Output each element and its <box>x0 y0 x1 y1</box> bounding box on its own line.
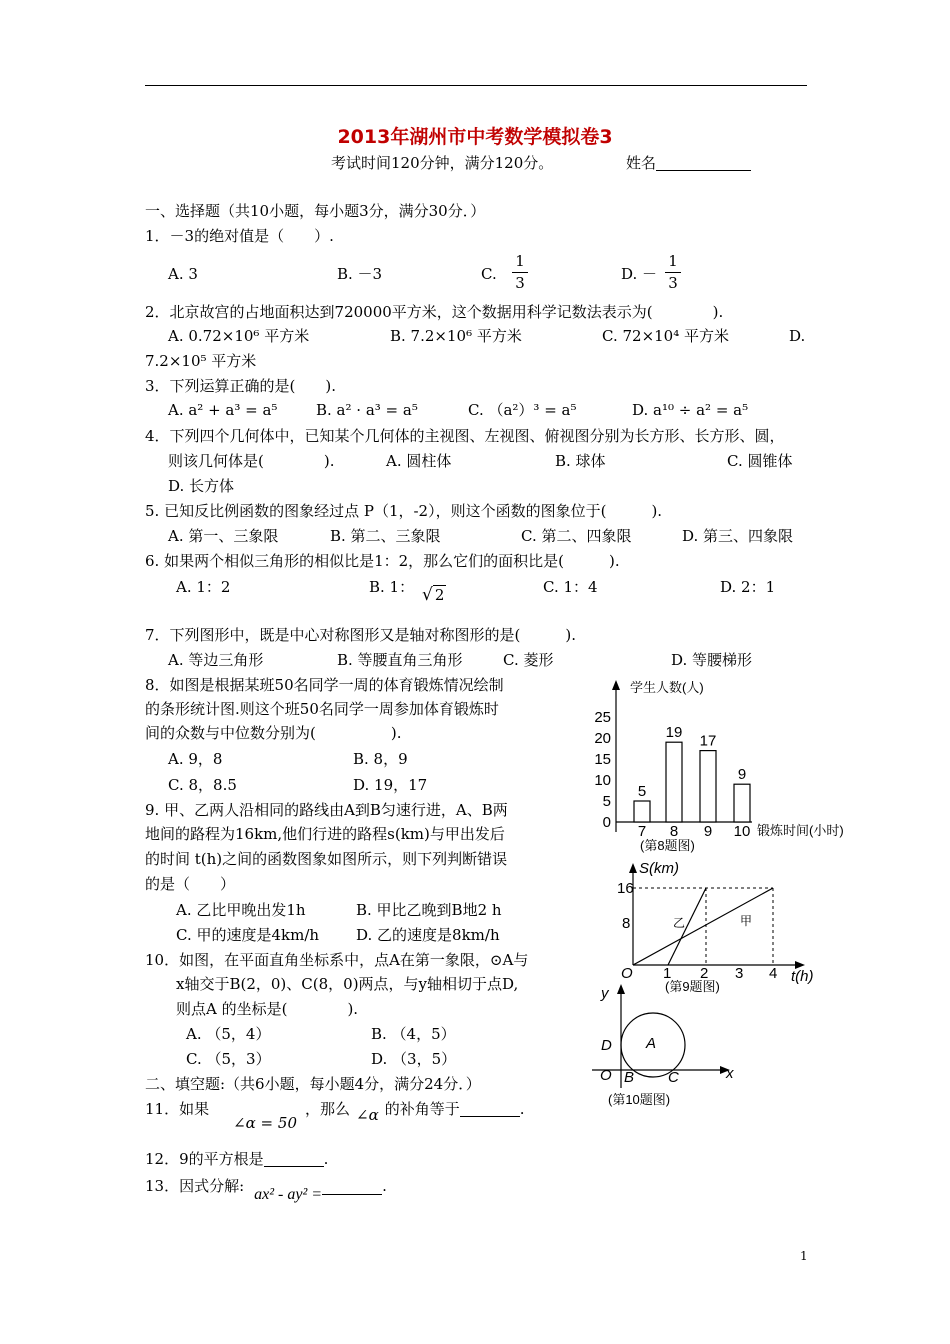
fig8-bar-value: 5 <box>637 783 647 800</box>
q11-post: 的补角等于 <box>384 1100 460 1118</box>
q2-option-b[interactable]: B. 7.2×10⁶ 平方米 <box>390 327 522 345</box>
fig8-bar-value: 17 <box>699 732 717 750</box>
q8-line1: 8．如图是根据某班50名同学一周的体育锻炼情况绘制 <box>145 676 504 694</box>
fig8-bar-value: 9 <box>737 766 747 784</box>
q13: 13．因式分解: ax² - ay² = . <box>145 1177 387 1203</box>
q11-pre: 11．如果 <box>145 1100 210 1118</box>
fig9-graph <box>605 855 825 1000</box>
frac-num: 1 <box>515 252 525 270</box>
fig9-ytick-8: 8 <box>622 915 631 932</box>
q11: 11．如果∠α = 50，那么 ∠α 的补角等于 . <box>145 1100 525 1132</box>
fig9-xtick-3: 3 <box>735 965 744 982</box>
fig9-caption: (第9题图) <box>665 979 720 994</box>
fig8-ylabel: 学生人数(人) <box>630 680 704 695</box>
q5-option-a[interactable]: A. 第一、三象限 <box>168 527 279 545</box>
q1-fraction-c <box>512 254 528 291</box>
q6-sqrt: √ 2 <box>422 585 445 605</box>
q5-option-b[interactable]: B. 第二、三象限 <box>330 527 441 545</box>
fig9-xlabel: t(h) <box>791 968 814 985</box>
fig8-ytick-label: 10 <box>594 772 611 789</box>
q5-stem: 5. 已知反比例函数的图象经过点 P（1，-2），则这个函数的图象位于( ). <box>145 502 663 520</box>
fig9-xtick-2: 2 <box>700 965 709 982</box>
fig8-bar-chart <box>580 672 880 857</box>
q6-stem: 6. 如果两个相似三角形的相似比是1：2，那么它们的面积比是( ). <box>145 552 620 570</box>
fig8-category-label: 7 <box>637 823 647 840</box>
name-blank[interactable] <box>656 157 751 171</box>
q10-line3: 则点A 的坐标是( ). <box>176 1000 359 1018</box>
sqrt-radicand: 2 <box>434 586 445 604</box>
fig10-point-b: B <box>624 1069 635 1086</box>
q6-option-d[interactable]: D. 2：1 <box>720 578 776 596</box>
q2-option-d[interactable]: D. <box>789 327 806 345</box>
page-title: 2013年湖州市中考数学模拟卷3 <box>337 126 613 148</box>
fig8-bar-value: 19 <box>665 724 683 742</box>
fig10-point-a: A <box>646 1035 657 1052</box>
fig8-bar <box>734 784 750 822</box>
q4-option-a[interactable]: A. 圆柱体 <box>386 452 452 470</box>
fig9-label-jia: 甲 <box>740 914 753 928</box>
q12-text: 12．9的平方根是 <box>145 1150 264 1168</box>
q9-option-b[interactable]: B. 甲比乙晚到B地2 h <box>356 901 502 919</box>
fig8-category-label: 8 <box>669 823 679 840</box>
fig8-ytick-label: 15 <box>594 751 611 768</box>
fig10-graph <box>590 980 750 1110</box>
q9-line1: 9. 甲、乙两人沿相同的路线由A到B匀速行进，A、B两 <box>145 801 508 819</box>
q9-option-d[interactable]: D. 乙的速度是8km/h <box>356 926 500 944</box>
q12: 12．9的平方根是 . <box>145 1150 329 1168</box>
fig8-bar <box>634 801 650 822</box>
q7-stem: 7．下列图形中，既是中心对称图形又是轴对称图形的是( ). <box>145 626 577 644</box>
fig8-ytick-label: 20 <box>594 730 611 747</box>
fig10-point-c: C <box>668 1069 679 1086</box>
fig8-ytick-label: 5 <box>602 793 611 810</box>
q7-option-d[interactable]: D. 等腰梯形 <box>671 651 753 669</box>
q10-option-b[interactable]: B. （4，5） <box>371 1025 456 1043</box>
q3-option-a[interactable]: A. a² + a³ = a⁵ <box>168 401 278 419</box>
q7-option-b[interactable]: B. 等腰直角三角形 <box>337 651 463 669</box>
q4-stem-cont: 则该几何体是( ). <box>168 452 335 470</box>
q5-option-c[interactable]: C. 第二、四象限 <box>521 527 632 545</box>
q11-expr2: ∠α <box>356 1106 379 1124</box>
q7-option-a[interactable]: A. 等边三角形 <box>168 651 264 669</box>
frac-den: 3 <box>515 274 525 292</box>
q11-expr: ∠α = 50 <box>233 1114 297 1132</box>
fig9-ylabel: S(km) <box>639 860 679 877</box>
fig8-bar <box>666 742 682 822</box>
section2-heading: 二、填空题:（共6小题，每小题4分，满分24分．） <box>145 1075 481 1093</box>
fig10-y-label: y <box>601 985 609 1002</box>
fig8-category-label: 9 <box>703 823 713 840</box>
frac-den: 3 <box>668 274 678 292</box>
q1-option-c[interactable]: C. <box>481 265 497 283</box>
q8-option-c[interactable]: C. 8，8.5 <box>168 776 237 794</box>
exam-subtitle: 考试时间120分钟，满分120分。 <box>331 154 554 172</box>
q3-option-d[interactable]: D. a¹⁰ ÷ a² = a⁵ <box>632 401 749 419</box>
fig9-xtick-4: 4 <box>769 965 778 982</box>
q1-option-d[interactable]: D. － <box>621 265 658 283</box>
name-field[interactable] <box>626 156 751 171</box>
fig9-xtick-1: 1 <box>663 965 672 982</box>
q6-option-c[interactable]: C. 1：4 <box>543 578 598 596</box>
q2-stem: 2．北京故宫的占地面积达到720000平方米，这个数据用科学记数法表示为( ). <box>145 303 724 321</box>
q5-option-d[interactable]: D. 第三、四象限 <box>682 527 794 545</box>
q9-line2: 地间的路程为16km,他们行进的路程s(km)与甲出发后 <box>145 825 505 843</box>
q3-option-b[interactable]: B. a² · a³ = a⁵ <box>316 401 418 419</box>
fig8-category-label: 10 <box>733 823 751 840</box>
section1-heading: 一、选择题（共10小题，每小题3分，满分30分．） <box>145 202 486 220</box>
fig8-ytick-label: 25 <box>594 709 611 726</box>
q3-stem: 3．下列运算正确的是( ). <box>145 377 337 395</box>
q1-stem: 1．－3的绝对值是（ ）. <box>145 227 334 245</box>
page-number: 1 <box>800 1249 808 1263</box>
fig8-y-arrow <box>612 680 620 690</box>
q13-blank[interactable] <box>322 1181 382 1195</box>
q4-option-c[interactable]: C. 圆锥体 <box>727 452 793 470</box>
fig10-y-arrow <box>617 984 625 994</box>
q10-option-c[interactable]: C. （5，3） <box>186 1050 271 1068</box>
fig8-caption: (第8题图) <box>640 838 695 853</box>
q11-mid: ，那么 <box>304 1100 350 1118</box>
q1-option-a[interactable]: A. 3 <box>168 265 198 283</box>
q8-option-a[interactable]: A. 9，8 <box>168 750 223 768</box>
fig10-x-label: x <box>726 1065 734 1082</box>
q4-stem: 4．下列四个几何体中，已知某个几何体的主视图、左视图、俯视图分别为长方形、长方形、圆， <box>145 427 785 445</box>
fig8-bar <box>700 751 716 822</box>
q6-option-b[interactable]: B. 1： <box>369 578 415 596</box>
q10-option-a[interactable]: A. （5，4） <box>186 1025 271 1043</box>
q1-fraction-d <box>665 254 681 291</box>
fig8-xlabel: 锻炼时间(小时) <box>757 823 844 838</box>
q9-option-c[interactable]: C. 甲的速度是4km/h <box>176 926 320 944</box>
q6-option-a[interactable]: A. 1：2 <box>176 578 231 596</box>
q8-option-b[interactable]: B. 8，9 <box>353 750 408 768</box>
fig9-y-arrow <box>629 863 637 873</box>
q8-line3: 间的众数与中位数分别为( ). <box>145 724 402 742</box>
fig9-label-yi: 乙 <box>673 916 686 930</box>
q9-line3: 的时间 t(h)之间的函数图象如图所示，则下列判断错误 <box>145 850 508 868</box>
fig8-ytick-label: 0 <box>602 814 611 831</box>
q1-option-b[interactable]: B. －3 <box>337 265 383 283</box>
q3-option-c[interactable]: C. （a²）³ = a⁵ <box>468 401 577 419</box>
q7-option-c[interactable]: C. 菱形 <box>503 651 554 669</box>
q9-option-a[interactable]: A. 乙比甲晚出发1h <box>176 901 306 919</box>
top-rule <box>145 85 807 86</box>
q13-expr: ax² - ay² = <box>254 1186 323 1203</box>
q4-option-b[interactable]: B. 球体 <box>555 452 606 470</box>
q2-option-d-cont: 7.2×10⁵ 平方米 <box>145 352 257 370</box>
q11-blank[interactable] <box>460 1103 520 1117</box>
frac-num: 1 <box>668 252 678 270</box>
fig10-origin: O <box>600 1067 612 1084</box>
q8-line2: 的条形统计图.则这个班50名同学一周参加体育锻炼时 <box>145 700 499 718</box>
q2-option-c[interactable]: C. 72×10⁴ 平方米 <box>602 327 730 345</box>
fig9-origin: O <box>621 965 633 982</box>
q10-line1: 10．如图，在平面直角坐标系中，点A在第一象限，⊙A与 <box>145 951 529 969</box>
q12-blank[interactable] <box>264 1153 324 1167</box>
fig9-ytick-16: 16 <box>617 880 634 897</box>
q4-option-d[interactable]: D. 长方体 <box>168 477 235 495</box>
q13-pre: 13．因式分解: <box>145 1177 245 1195</box>
q2-option-a[interactable]: A. 0.72×10⁶ 平方米 <box>168 327 310 345</box>
fig10-point-d: D <box>601 1037 612 1054</box>
name-label: 姓名 <box>626 154 657 172</box>
q8-option-d[interactable]: D. 19，17 <box>353 776 428 794</box>
q9-line4: 的是（ ） <box>145 875 236 893</box>
fig10-caption: (第10题图) <box>608 1092 671 1107</box>
q10-option-d[interactable]: D. （3，5） <box>371 1050 457 1068</box>
q10-line2: x轴交于B(2，0)、C(8，0)两点，与y轴相切于点D, <box>176 975 519 993</box>
